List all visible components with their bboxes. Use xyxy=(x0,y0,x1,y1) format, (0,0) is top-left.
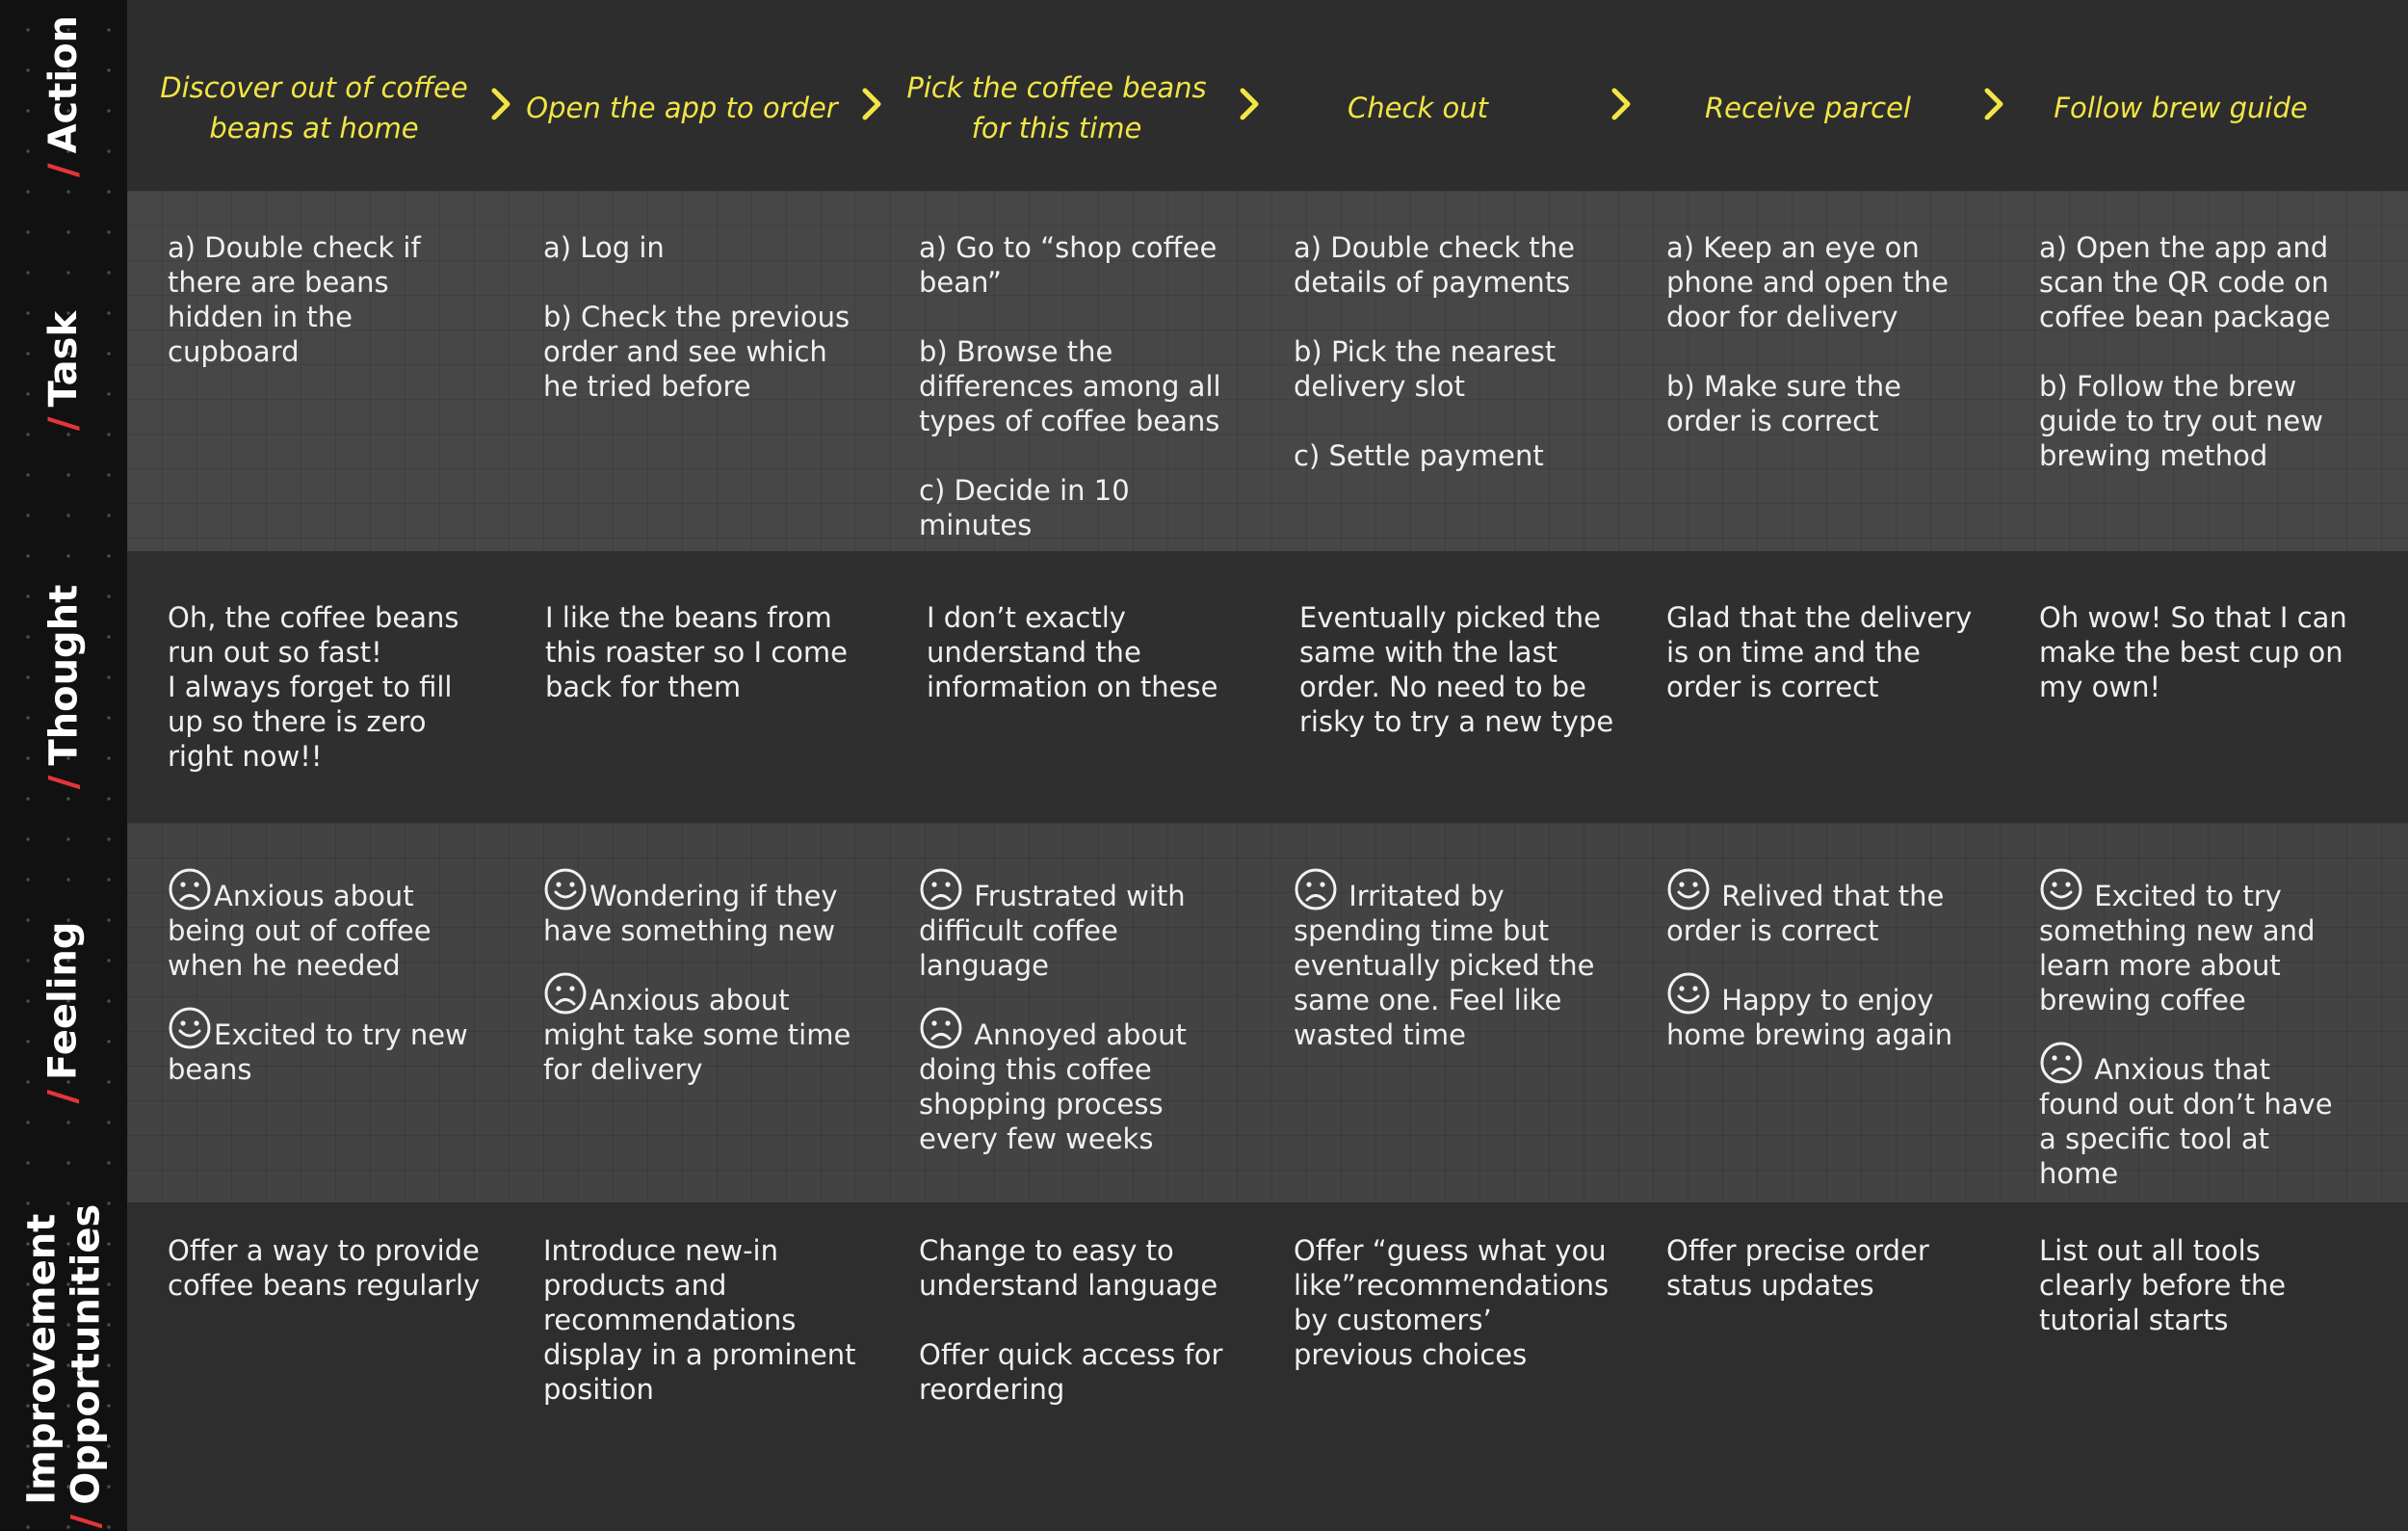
improvement-item: Introduce new-in products and recommendations display in a prominent position xyxy=(543,1234,856,1406)
feeling-text: Anxious about might take some time for delivery xyxy=(543,984,851,1086)
feeling-text: Relived that the order is correct xyxy=(1666,880,1945,947)
thought-cell: I don’t exactly understand the information on these xyxy=(927,601,1218,703)
feeling-text: Excited to try something new and learn more about brewing coffee xyxy=(2039,880,2316,1016)
feeling-item xyxy=(919,1006,1237,1156)
action-step: Pick the coffee beans for this time xyxy=(906,71,1207,145)
feeling-cell xyxy=(543,867,861,1110)
task-item: a) Log in xyxy=(543,231,665,264)
task-cell xyxy=(1294,230,1611,473)
thought-cell: I like the beans from this roaster so I come back for them xyxy=(545,601,849,703)
feeling-item xyxy=(2039,1041,2357,1191)
feeling-item xyxy=(1666,971,1984,1052)
feeling-text: Frustrated with difficult coffee language xyxy=(919,880,1186,982)
improvement-cell xyxy=(168,1233,485,1303)
section-label-line: Action xyxy=(41,14,87,154)
chevron-right-icon xyxy=(1979,85,2008,123)
feeling-cell xyxy=(1666,867,1984,1075)
improvement-item: Offer quick access for reordering xyxy=(919,1338,1223,1406)
sad-face-icon xyxy=(1294,867,1338,911)
thought-cell: Eventually picked the same with the last order. No need to be risky to try a new type xyxy=(1299,601,1614,738)
improvement-cell xyxy=(1294,1233,1611,1372)
section-label-line: Task xyxy=(40,310,86,408)
thought-cell: Glad that the delivery is on time and the order is correct xyxy=(1666,601,1973,703)
happy-face-icon xyxy=(1666,867,1711,911)
improvement-item: Offer precise order status updates xyxy=(1666,1234,1929,1302)
feeling-item xyxy=(1666,867,1984,948)
chevron-right-icon xyxy=(1235,85,1264,123)
sad-face-icon xyxy=(2039,1041,2083,1085)
task-item: b) Browse the differences among all types of coffee beans xyxy=(919,335,1221,437)
section-label-line: Feeling xyxy=(41,921,87,1080)
feeling-item xyxy=(168,867,485,983)
feeling-cell xyxy=(1294,867,1611,1075)
action-step: Follow brew guide xyxy=(2054,92,2308,124)
section-label-slash: / xyxy=(41,775,86,790)
feeling-text: Happy to enjoy home brewing again xyxy=(1666,984,1953,1051)
section-label-line: Opportunities xyxy=(64,1203,109,1505)
action-step: Open the app to order xyxy=(526,92,838,124)
task-cell xyxy=(2039,230,2357,473)
feeling-item xyxy=(919,867,1237,983)
task-item: b) Make sure the order is correct xyxy=(1666,370,1901,437)
feeling-cell xyxy=(168,867,485,1110)
thought-cell: Oh, the coffee beans run out so fast! I always forget to fill up so there is zero right now!! xyxy=(168,601,459,773)
task-item: b) Pick the nearest delivery slot xyxy=(1294,335,1557,403)
improvement-cell xyxy=(543,1233,861,1407)
improvement-item: List out all tools clearly before the tutorial starts xyxy=(2039,1234,2287,1336)
task-item: c) Settle payment xyxy=(1294,439,1544,472)
sidebar xyxy=(0,0,127,1531)
feeling-item xyxy=(1294,867,1611,1052)
feeling-cell xyxy=(919,867,1237,1179)
improvement-cell xyxy=(919,1233,1237,1407)
section-label-text xyxy=(41,585,86,790)
happy-face-icon xyxy=(543,867,588,911)
section-label-text xyxy=(41,15,86,177)
feeling-item xyxy=(543,971,861,1087)
section-label-feeling xyxy=(0,820,127,1205)
feeling-text: Irritated by spending time but eventually picked the same one. Feel like wasted time xyxy=(1294,880,1595,1051)
section-label-lines xyxy=(19,1204,108,1505)
feeling-cell xyxy=(2039,867,2357,1214)
feeling-text: Excited to try new beans xyxy=(168,1018,468,1086)
task-item: a) Double check the details of payments xyxy=(1294,231,1575,299)
feeling-text: Annoyed about doing this coffee shopping process every few weeks xyxy=(919,1018,1187,1155)
improvement-item: Offer a way to provide coffee beans regularly xyxy=(168,1234,481,1302)
section-label-slash: / xyxy=(41,163,87,178)
feeling-item xyxy=(2039,867,2357,1017)
action-step: Receive parcel xyxy=(1704,92,1911,124)
thought-cell: Oh wow! So that I can make the best cup on my own! xyxy=(2039,601,2347,703)
section-label-improvement xyxy=(0,1174,127,1531)
task-item: b) Follow the brew guide to try out new brewing method xyxy=(2039,370,2323,472)
happy-face-icon xyxy=(1666,971,1711,1016)
sad-face-icon xyxy=(543,971,588,1016)
chevron-right-icon xyxy=(486,85,515,123)
happy-face-icon xyxy=(168,1006,212,1050)
task-cell xyxy=(1666,230,1984,438)
sad-face-icon xyxy=(168,867,212,911)
task-item: a) Keep an eye on phone and open the door for delivery xyxy=(1666,231,1949,333)
action-step: Check out xyxy=(1348,92,1488,124)
section-label-line: Improvement xyxy=(19,1213,65,1505)
improvement-cell xyxy=(2039,1233,2357,1337)
chevron-right-icon xyxy=(1607,85,1636,123)
task-cell xyxy=(168,230,485,369)
action-step: Discover out of coffee beans at home xyxy=(160,71,468,145)
feeling-text: Anxious that found out don’t have a specific tool at home xyxy=(2039,1053,2333,1190)
chevron-right-icon xyxy=(857,85,886,123)
feeling-item xyxy=(543,867,861,948)
section-label-slash: / xyxy=(40,416,86,432)
section-label-text xyxy=(19,1204,108,1529)
task-cell xyxy=(543,230,861,404)
feeling-item xyxy=(168,1006,485,1087)
task-item: a) Go to “shop coffee bean” xyxy=(919,231,1217,299)
happy-face-icon xyxy=(2039,867,2083,911)
sad-face-icon xyxy=(919,1006,963,1050)
task-item: b) Check the previous order and see which he tried before xyxy=(543,301,851,403)
feeling-text: Anxious about being out of coffee when he needed xyxy=(168,880,432,982)
improvement-item: Change to easy to understand language xyxy=(919,1234,1218,1302)
section-label-slash: / xyxy=(41,1089,87,1104)
section-label-slash: / xyxy=(64,1514,109,1529)
sad-face-icon xyxy=(919,867,963,911)
task-item: c) Decide in 10 minutes xyxy=(919,474,1130,541)
section-label-text xyxy=(41,921,86,1103)
section-label-text xyxy=(41,311,86,431)
improvement-item: Offer “guess what you like”recommendations by customers’ previous choices xyxy=(1294,1234,1610,1371)
section-label-line: Thought xyxy=(41,584,86,766)
task-item: a) Double check if there are beans hidden in the cupboard xyxy=(168,231,421,368)
task-cell xyxy=(919,230,1237,542)
improvement-cell xyxy=(1666,1233,1984,1303)
task-item: a) Open the app and scan the QR code on coffee bean package xyxy=(2039,231,2331,333)
feeling-text: Wondering if they have something new xyxy=(543,880,838,947)
